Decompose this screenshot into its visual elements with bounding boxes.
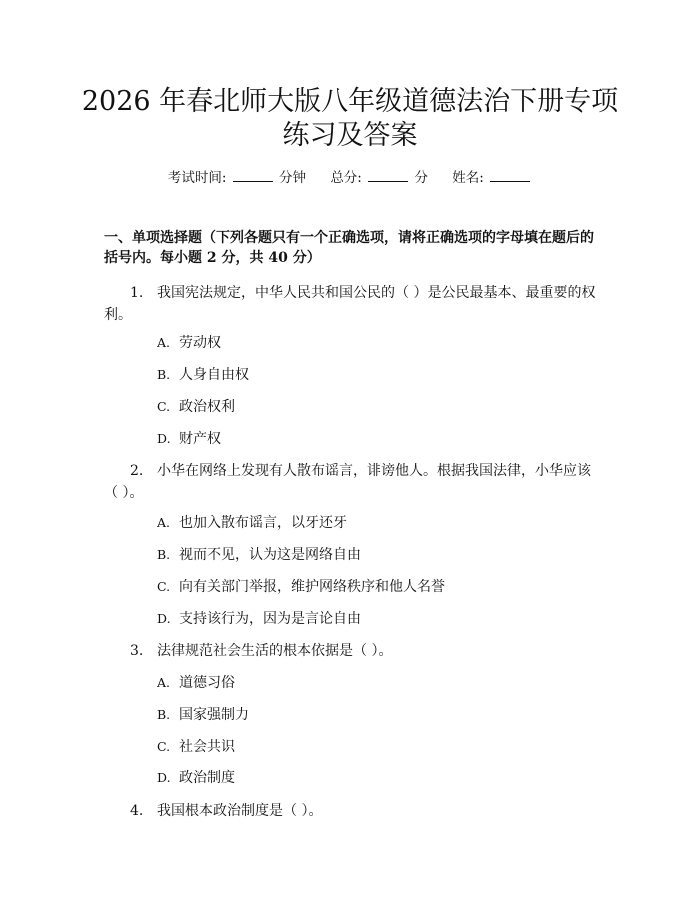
score-blank[interactable] xyxy=(368,168,408,182)
option-text: 社会共识 xyxy=(179,739,235,755)
question-4-number: 4. xyxy=(130,803,144,819)
option-letter: D. xyxy=(157,431,171,446)
question-4-text: 我国根本政治制度是（ ）。 xyxy=(157,803,323,819)
option-text: 人身自由权 xyxy=(179,367,249,383)
question-2-stem xyxy=(104,460,604,504)
option-letter: B. xyxy=(157,367,171,382)
score-unit: 分 xyxy=(414,170,428,186)
option-text: 支持该行为，因为是言论自由 xyxy=(179,611,361,627)
question-2-number: 2. xyxy=(130,463,144,479)
name-blank[interactable] xyxy=(490,168,530,182)
page-title-line-2: 练习及答案 xyxy=(282,120,418,151)
option-letter: D. xyxy=(157,611,171,626)
page-title-line-1: 2026 年春北师大版八年级道德法治下册专项 xyxy=(81,86,619,117)
option-letter: C. xyxy=(157,739,171,754)
option-letter: D. xyxy=(157,770,171,785)
question-1-number: 1. xyxy=(130,285,144,301)
time-field xyxy=(168,168,306,188)
question-3-number: 3. xyxy=(130,643,144,659)
option-text: 道德习俗 xyxy=(179,675,235,691)
option-text: 政治权利 xyxy=(179,399,235,415)
question-2-text: 小华在网络上发现有人散布谣言，诽谤他人。根据我国法律，小华应该（ ）。 xyxy=(104,463,591,501)
option-letter: A. xyxy=(157,515,171,530)
option-letter: C. xyxy=(157,399,171,414)
option-letter: C. xyxy=(157,579,171,594)
question-3-option-a[interactable] xyxy=(157,673,235,693)
score-label: 总分: xyxy=(330,170,362,186)
option-text: 向有关部门举报，维护网络秩序和他人名誉 xyxy=(179,579,445,595)
name-field xyxy=(452,168,532,188)
section-heading: 一、单项选择题（下列各题只有一个正确选项，请将正确选项的字母填在题后的括号内。每小题 2 分，共 40 分） xyxy=(104,230,594,266)
question-1-option-a[interactable] xyxy=(157,333,221,353)
option-letter: A. xyxy=(157,675,171,690)
exam-meta xyxy=(0,168,700,188)
question-1-text: 我国宪法规定，中华人民共和国公民的（ ）是公民最基本、最重要的权利。 xyxy=(104,285,596,323)
option-text: 财产权 xyxy=(179,431,221,447)
option-text: 视而不见，认为这是网络自由 xyxy=(179,547,361,563)
question-2-option-d[interactable] xyxy=(157,609,361,629)
name-label: 姓名: xyxy=(452,170,484,186)
time-label: 考试时间: xyxy=(167,170,227,186)
question-1-stem xyxy=(104,282,604,326)
question-2-option-b[interactable] xyxy=(157,545,361,565)
question-1-option-b[interactable] xyxy=(157,365,249,385)
question-3-option-d[interactable] xyxy=(157,768,235,788)
question-1-option-c[interactable] xyxy=(157,397,235,417)
option-letter: B. xyxy=(157,547,171,562)
option-text: 劳动权 xyxy=(179,335,221,351)
question-2-option-c[interactable] xyxy=(157,577,445,597)
score-field xyxy=(330,168,428,188)
question-3-option-b[interactable] xyxy=(157,705,249,725)
option-text: 政治制度 xyxy=(179,770,235,786)
option-text: 也加入散布谣言，以牙还牙 xyxy=(179,515,347,531)
question-4-stem xyxy=(104,800,604,822)
time-blank[interactable] xyxy=(233,168,273,182)
question-2-option-a[interactable] xyxy=(157,513,347,533)
option-letter: A. xyxy=(157,335,171,350)
question-3-text: 法律规范社会生活的根本依据是（ ）。 xyxy=(157,643,393,659)
option-text: 国家强制力 xyxy=(179,707,249,723)
option-letter: B. xyxy=(157,707,171,722)
question-3-option-c[interactable] xyxy=(157,737,235,757)
time-unit: 分钟 xyxy=(279,170,307,186)
question-3-stem xyxy=(104,640,604,662)
question-1-option-d[interactable] xyxy=(157,429,221,449)
